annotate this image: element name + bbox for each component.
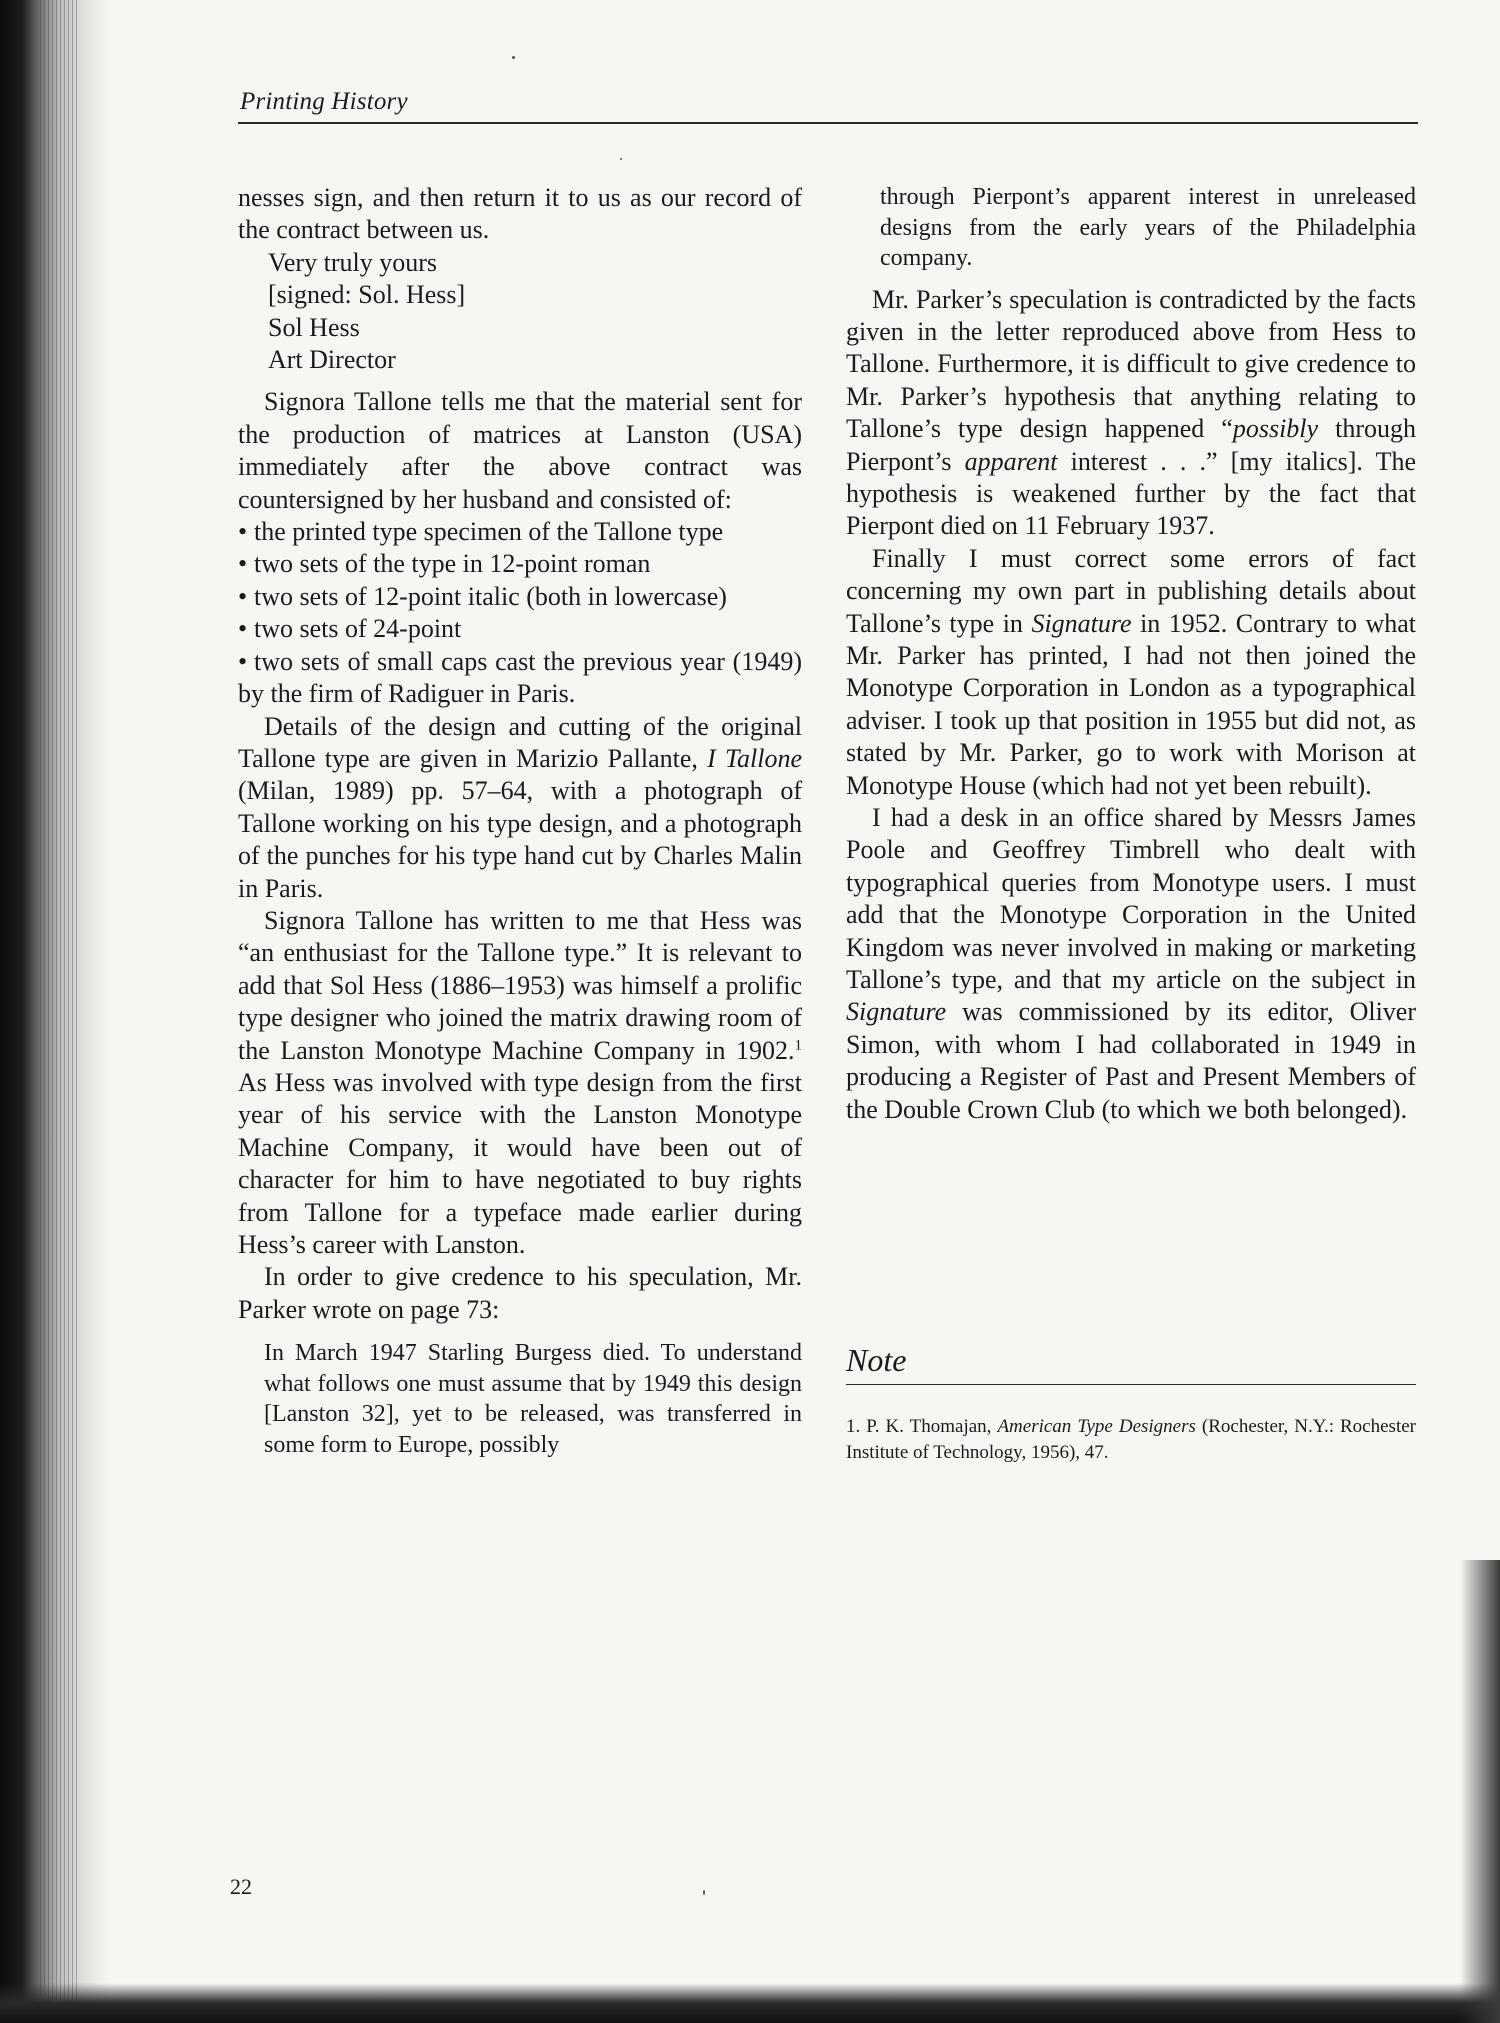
list-item: • two sets of 24-point [238, 613, 802, 645]
page-number: 22 [230, 1874, 252, 1899]
material-list [238, 516, 802, 710]
bullet-icon: • [238, 517, 248, 547]
paragraph-design-details: Details of the design and cutting of the original Tallone type are given in Marizio Pallante, I Tallone (Milan, 1989) pp. 57–64, with a photograph of Tallone working on his type design, and a photograph of the punches for his type hand cut by Charles Malin in Paris. [238, 711, 803, 903]
paragraph-hess-enthusiast: Signora Tallone has written to me that Hess was “an enthusiast for the Tallone type.” It is relevant to add that Sol Hess (1886–1953) was himself a prolific type designer who joined the matrix drawing room of the Lanston Monotype Machine Company in 1902.$^1$ As Hess was involved with type design from the first year of his service with the Lanston Monotype Machine Company, it would have been out of character for him to have negotiated to buy rights from Tallone for a typeface made earlier during Hess’s career with Lanston. [238, 905, 802, 1259]
right-column [846, 182, 1416, 1126]
header-rule [238, 122, 1418, 124]
bullet-icon: • [238, 614, 248, 644]
scan-right-shadow [1460, 1560, 1500, 2023]
running-head: Printing History [240, 88, 408, 115]
notes-rule [846, 1384, 1416, 1385]
scan-speck [512, 56, 515, 59]
paragraph-desk-office: I had a desk in an office shared by Messrs James Poole and Geoffrey Timbrell who dealt with typographical queries from Monotype users. I must add that the Monotype Corporation in the United Kingdom was never involved in making or marketing Tallone’s type, and that my article on the subject in Signature was commissioned by its editor, Oliver Simon, with whom I had collaborated in 1949 in producing a Register of Past and Present Members of the Double Crown Club (to which we both belonged). [846, 803, 1416, 1124]
footnote-item: 1. P. K. Thomajan, American Type Designers (Rochester, N.Y.: Rochester Institute of Technology, 1956), 47. [846, 1416, 1416, 1463]
paragraph-correct-errors: Finally I must correct some errors of fact concerning my own part in publishing details about Tallone’s type in Signature in 1952. Contrary to what Mr. Parker has printed, I had not then joined the Monotype Corporation in London as a typographical adviser. I took up that position in 1955 but did not, as stated by Mr. Parker, go to work with Morison at Monotype House (which had not yet been rebuilt). [846, 543, 1416, 800]
letter-signatory-title: Art Director [268, 345, 396, 375]
bullet-icon: • [238, 581, 248, 611]
paragraph-contradicted: Mr. Parker’s speculation is contradicted by the facts given in the letter reproduced above from Hess to Tallone. Furthermore, it is difficult to give credence to Mr. Parker’s hypothesis that anything relating to Tallone’s type design happened “possibly through Pierpont’s apparent interest . . .” [my italics]. The hypothesis is weakened further by the fact that Pierpont died on 11 February 1937. [846, 284, 1416, 541]
block-quote-continued: through Pierpont’s apparent interest in unreleased designs from the early years of the Philadelphia company. [880, 184, 1416, 271]
letter-valediction: Very truly yours [268, 247, 437, 277]
list-item: • two sets of the type in 12-point roman [238, 548, 802, 580]
notes-heading: Note [846, 1342, 907, 1378]
list-item: • the printed type specimen of the Tallone type [238, 516, 802, 548]
list-item: • two sets of small caps cast the previous year (1949) by the firm of Radiguer in Paris. [238, 646, 802, 709]
bullet-icon: • [238, 646, 248, 676]
list-item: • two sets of 12-point italic (both in lowercase) [238, 581, 802, 613]
bullet-icon: • [238, 549, 248, 579]
page-edge-lines [40, 0, 80, 2023]
paragraph-material-sent: Signora Tallone tells me that the material sent for the production of matrices at Lanston (USA) immediately after the above contract was countersigned by her husband and consisted of: [238, 387, 802, 514]
scan-bottom-shadow [0, 1983, 1500, 2023]
letter-signatory-name: Sol Hess [268, 312, 360, 342]
footnote-marker: 1 [794, 1036, 802, 1053]
scan-speck [703, 1890, 705, 1895]
left-column [238, 182, 802, 1460]
scan-speck [620, 158, 622, 160]
letter-closing-text: nesses sign, and then return it to us as our record of the contract between us. [238, 183, 802, 245]
letter-signature-note: [signed: Sol. Hess] [268, 280, 466, 310]
paragraph-parker-speculation: In order to give credence to his speculation, Mr. Parker wrote on page 73: [238, 1262, 802, 1324]
block-quote: In March 1947 Starling Burgess died. To understand what follows one must assume that by 1949 this design [Lanston 32], yet to be released, was transferred in some form to Europe, possibly [264, 1340, 802, 1458]
